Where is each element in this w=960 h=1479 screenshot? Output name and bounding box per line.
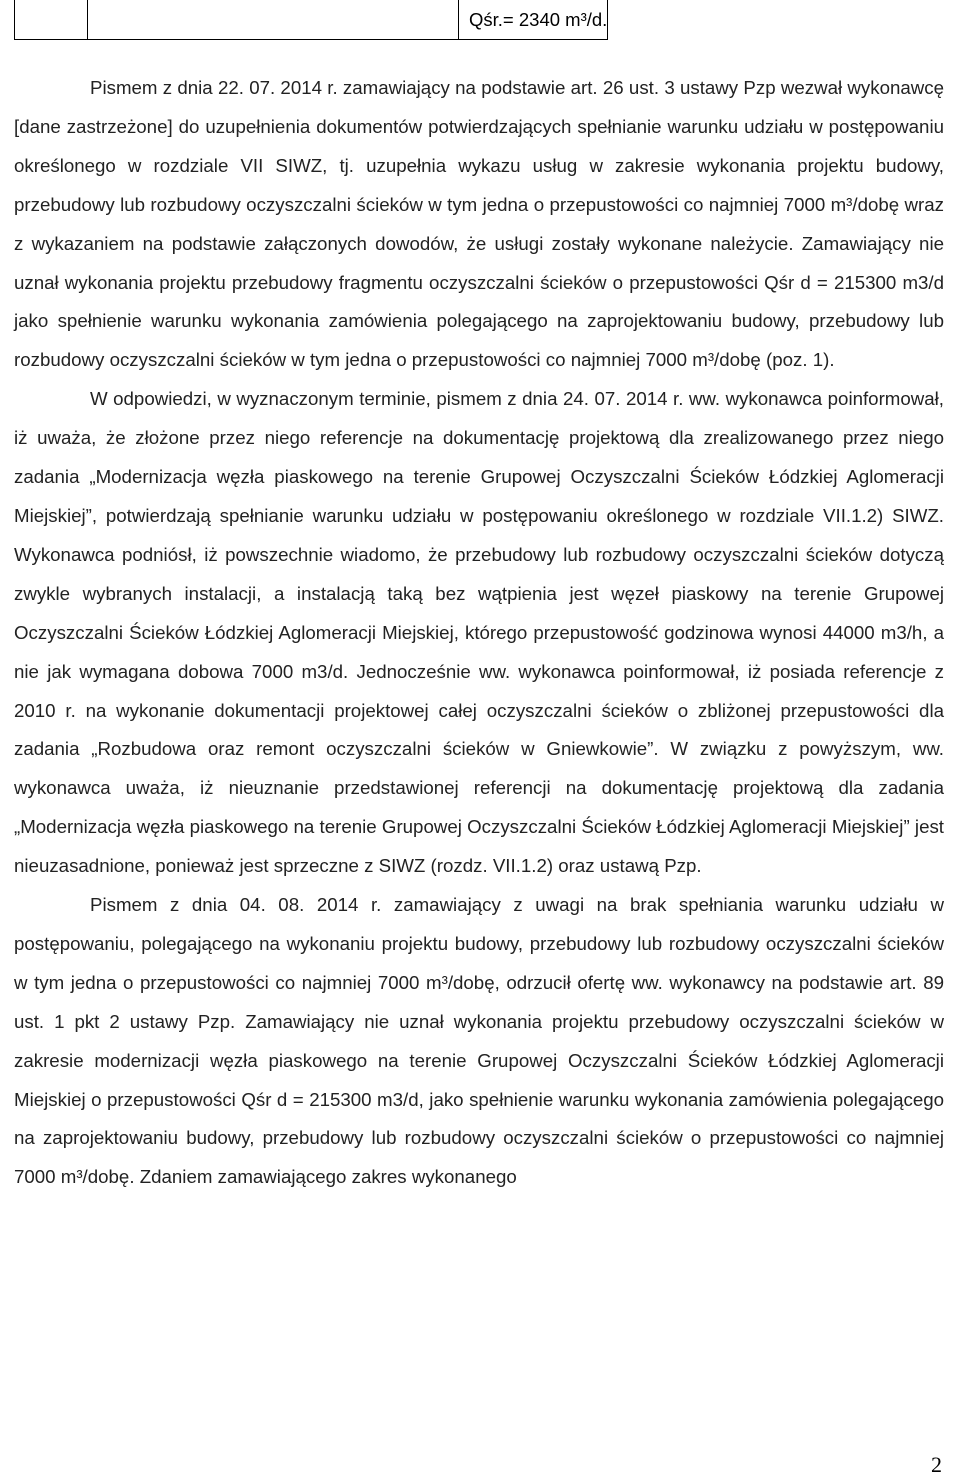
paragraph: Pismem z dnia 04. 08. 2014 r. zamawiający z uwagi na brak spełniania warunku udziału w postępowaniu, polegającego na wykonaniu projektu budowy, przebudowy lub rozbudowy oczyszczalni ścieków w tym jedna o przepustowości co najmniej 7000 m³/dobę, odrzucił ofertę ww. wykonawcy na podstawie art. 89 ust. 1 pkt 2 ustawy Pzp. Zamawiający nie uznał wykonania projektu przebudowy oczyszczalni ścieków w zakresie modernizacji węzła piaskowego na terenie Grupowej Oczyszczalni Ścieków Łódzkiej Aglomeracji Miejskiej o przepustowości Qśr d = 215300 m3/d, jako spełnienie warunku wykonania zamówienia polegającego na zaprojektowaniu budowy, przebudowy lub rozbudowy oczyszczalni ścieków o przepustowości co najmniej 7000 m³/dobę. Zdaniem zamawiającego zakres wykonanego bbox=[14, 894, 944, 1188]
document-body bbox=[14, 69, 944, 1197]
header-table bbox=[14, 0, 608, 40]
table-cell-empty bbox=[88, 0, 459, 40]
paragraph: Pismem z dnia 22. 07. 2014 r. zamawiający na podstawie art. 26 ust. 3 ustawy Pzp wezwał wykonawcę [dane zastrzeżone] do uzupełnienia dokumentów potwierdzających spełnianie warunku udziału w postępowaniu określonego w rozdziale VII SIWZ, tj. uzupełnia wykazu usług w zakresie wykonania projektu budowy, przebudowy lub rozbudowy oczyszczalni ścieków w tym jedna o przepustowości co najmniej 7000 m³/dobę wraz z wykazaniem na podstawie załączonych dowodów, że usługi zostały wykonane należycie. Zamawiający nie uznał wykonania projektu przebudowy fragmentu oczyszczalni ścieków o przepustowości Qśr d = 215300 m3/d jako spełnienie warunku wykonania zamówienia polegającego na zaprojektowaniu budowy, przebudowy lub rozbudowy oczyszczalni ścieków w tym jedna o przepustowości co najmniej 7000 m³/dobę (poz. 1). bbox=[14, 77, 944, 371]
paragraph: W odpowiedzi, w wyznaczonym terminie, pismem z dnia 24. 07. 2014 r. ww. wykonawca poinformował, iż uważa, że złożone przez niego referencje na dokumentację projektową dla zrealizowanego przez niego zadania „Modernizacja węzła piaskowego na terenie Grupowej Oczyszczalni Ścieków Łódzkiej Aglomeracji Miejskiej”, potwierdzają spełnianie warunku udziału w postępowaniu określonego w rozdziale VII.1.2) SIWZ. Wykonawca podniósł, iż powszechnie wiadomo, że przebudowy lub rozbudowy oczyszczalni ścieków dotyczą zwykle wybranych instalacji, a instalacją taką bez wątpienia jest węzeł piaskowy na terenie Grupowej Oczyszczalni Ścieków Łódzkiej Aglomeracji Miejskiej, którego przepustowość godzinowa wynosi 44000 m3/h, a nie jak wymagana dobowa 7000 m3/d. Jednocześnie ww. wykonawca poinformował, iż posiada referencje z 2010 r. na wykonanie dokumentacji projektowej całej oczyszczalni ścieków o zbliżonej przepustowości dla zadania „Rozbudowa oraz remont oczyszczalni ścieków w Gniewkowie”. W związku z powyższym, ww. wykonawca uważa, iż nieuznanie przedstawionej referencji na dokumentację projektową dla zadania „Modernizacja węzła piaskowego na terenie Grupowej Oczyszczalni Ścieków Łódzkiej Aglomeracji Miejskiej” jest nieuzasadnione, ponieważ jest sprzeczne z SIWZ (rozdz. VII.1.2) oraz ustawą Pzp. bbox=[14, 388, 944, 877]
page-number: 2 bbox=[931, 1452, 942, 1477]
table-row bbox=[15, 0, 608, 40]
table-cell-empty bbox=[15, 0, 88, 40]
flow-rate-cell: Qśr.= 2340 m³/d. bbox=[459, 0, 608, 40]
